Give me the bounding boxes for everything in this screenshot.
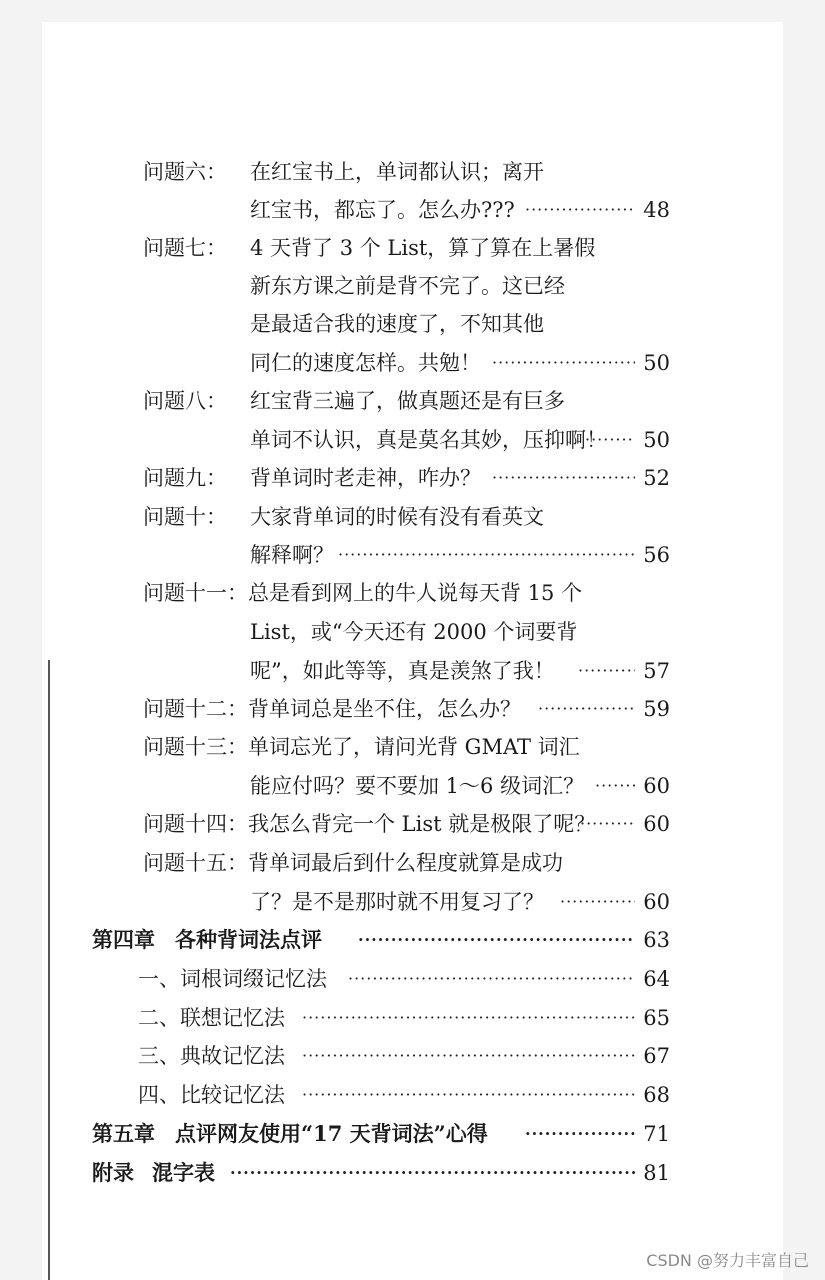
toc-label: 问题六： [143, 160, 227, 184]
toc-text: 背单词总是坐不住，怎么办？ [248, 697, 521, 721]
toc-entry-q13-cont [0, 771, 825, 801]
dot-leader [302, 1041, 635, 1071]
toc-text: 能应付吗？要不要加 1～6 级词汇？ [250, 774, 585, 798]
toc-entry-q11-cont [0, 617, 825, 647]
toc-entry-q11-cont [0, 656, 825, 686]
toc-label: 问题七： [143, 236, 227, 260]
toc-entry-q12 [0, 694, 825, 724]
toc-label: 问题十五： [143, 851, 248, 875]
dot-leader [525, 1119, 635, 1149]
page-number: 60 [643, 890, 670, 914]
chapter-title: 点评网友使用“17 天背词法”心得 [175, 1121, 488, 1146]
toc-text: 单词忘光了，请问光背 GMAT 词汇 [248, 735, 580, 759]
toc-text: 呢”，如此等等，真是羡煞了我！ [250, 659, 555, 683]
toc-text: 了？是不是那时就不用复习了？ [250, 890, 544, 914]
toc-section-4 [0, 1080, 825, 1110]
dot-leader [525, 195, 635, 225]
page-number: 64 [643, 967, 670, 991]
toc-text: 总是看到网上的牛人说每天背 15 个 [248, 581, 583, 605]
dot-leader [538, 694, 635, 724]
toc-appendix [0, 1158, 825, 1188]
page-number: 67 [643, 1044, 670, 1068]
toc-section-2 [0, 1003, 825, 1033]
toc-text: 新东方课之前是背不完了。这已经 [250, 274, 565, 298]
dot-leader [560, 887, 635, 917]
section-title: 四、比较记忆法 [138, 1083, 285, 1107]
page-number: 59 [643, 697, 670, 721]
page-number: 65 [643, 1006, 670, 1030]
dot-leader [585, 425, 635, 455]
page-number: 48 [643, 198, 670, 222]
toc-text: 4 天背了 3 个 List，算了算在上暑假 [250, 236, 596, 260]
toc-chapter-4 [0, 925, 825, 955]
toc-label: 问题十一： [143, 581, 248, 605]
toc-entry-q9 [0, 463, 825, 493]
section-title: 三、典故记忆法 [138, 1044, 285, 1068]
page-number: 57 [643, 659, 670, 683]
toc-text: 背单词时老走神，咋办？ [250, 466, 481, 490]
dot-leader [358, 925, 635, 955]
chapter-title: 各种背词法点评 [175, 927, 322, 952]
toc-label: 问题十： [143, 505, 227, 529]
toc-entry-q15-cont [0, 887, 825, 917]
watermark: CSDN @努力丰富自己 [646, 1251, 809, 1270]
toc-section-1 [0, 964, 825, 994]
toc-entry-q10 [0, 502, 825, 532]
toc-label: 问题十四： [143, 812, 248, 836]
dot-leader [595, 771, 635, 801]
dot-leader [348, 964, 635, 994]
toc-entry-q11 [0, 578, 825, 608]
page-number: 50 [643, 351, 670, 375]
toc-text: 背单词最后到什么程度就算是成功 [248, 851, 563, 875]
appendix-label: 附录 [92, 1160, 134, 1185]
chapter-label: 第四章 [92, 927, 155, 952]
dot-leader [492, 348, 635, 378]
dot-leader [578, 656, 635, 686]
toc-entry-q6-cont [0, 195, 825, 225]
chapter-label: 第五章 [92, 1121, 155, 1146]
page-number: 50 [643, 428, 670, 452]
toc-label: 问题九： [143, 466, 227, 490]
toc-entry-q14 [0, 809, 825, 839]
page-number: 68 [643, 1083, 670, 1107]
page-number: 60 [643, 812, 670, 836]
toc-text: 解释啊？ [250, 543, 334, 567]
toc-label: 问题十二： [143, 697, 248, 721]
toc-text: 单词不认识，真是莫名其妙，压抑啊！ [250, 428, 607, 452]
toc-chapter-5 [0, 1119, 825, 1149]
toc-text: 红宝书，都忘了。怎么办??? [250, 198, 515, 222]
toc-text: List，或“今天还有 2000 个词要背 [250, 620, 578, 644]
toc-entry-q15 [0, 848, 825, 878]
dot-leader [492, 463, 635, 493]
section-title: 二、联想记忆法 [138, 1006, 285, 1030]
section-title: 一、词根词缀记忆法 [138, 967, 327, 991]
page-number: 60 [643, 774, 670, 798]
toc-label: 问题十三： [143, 735, 248, 759]
dot-leader [230, 1158, 635, 1188]
toc-entry-q7-cont [0, 271, 825, 301]
toc-entry-q8-cont [0, 425, 825, 455]
toc-entry-q6 [0, 157, 825, 187]
toc-entry-q7-cont [0, 348, 825, 378]
page-number: 56 [643, 543, 670, 567]
toc-text: 同仁的速度怎样。共勉！ [250, 351, 481, 375]
page-number: 63 [643, 928, 670, 952]
page-number: 81 [643, 1161, 670, 1185]
toc-entry-q10-cont [0, 540, 825, 570]
appendix-title: 混字表 [152, 1160, 215, 1185]
page-number: 71 [643, 1122, 670, 1146]
toc-entry-q8 [0, 386, 825, 416]
toc-label: 问题八： [143, 389, 227, 413]
toc-entry-q13 [0, 732, 825, 762]
toc-text: 是最适合我的速度了，不知其他 [250, 312, 544, 336]
toc-entry-q7 [0, 233, 825, 263]
dot-leader [302, 1003, 635, 1033]
page-number: 52 [643, 466, 670, 490]
toc-section-3 [0, 1041, 825, 1071]
toc-text: 红宝背三遍了，做真题还是有巨多 [250, 389, 565, 413]
dot-leader [302, 1080, 635, 1110]
toc-text: 我怎么背完一个 List 就是极限了呢？ [248, 812, 596, 836]
toc-text: 大家背单词的时候有没有看英文 [250, 505, 544, 529]
toc-text: 在红宝书上，单词都认识；离开 [250, 160, 544, 184]
dot-leader [338, 540, 635, 570]
dot-leader [580, 809, 635, 839]
toc-entry-q7-cont [0, 309, 825, 339]
